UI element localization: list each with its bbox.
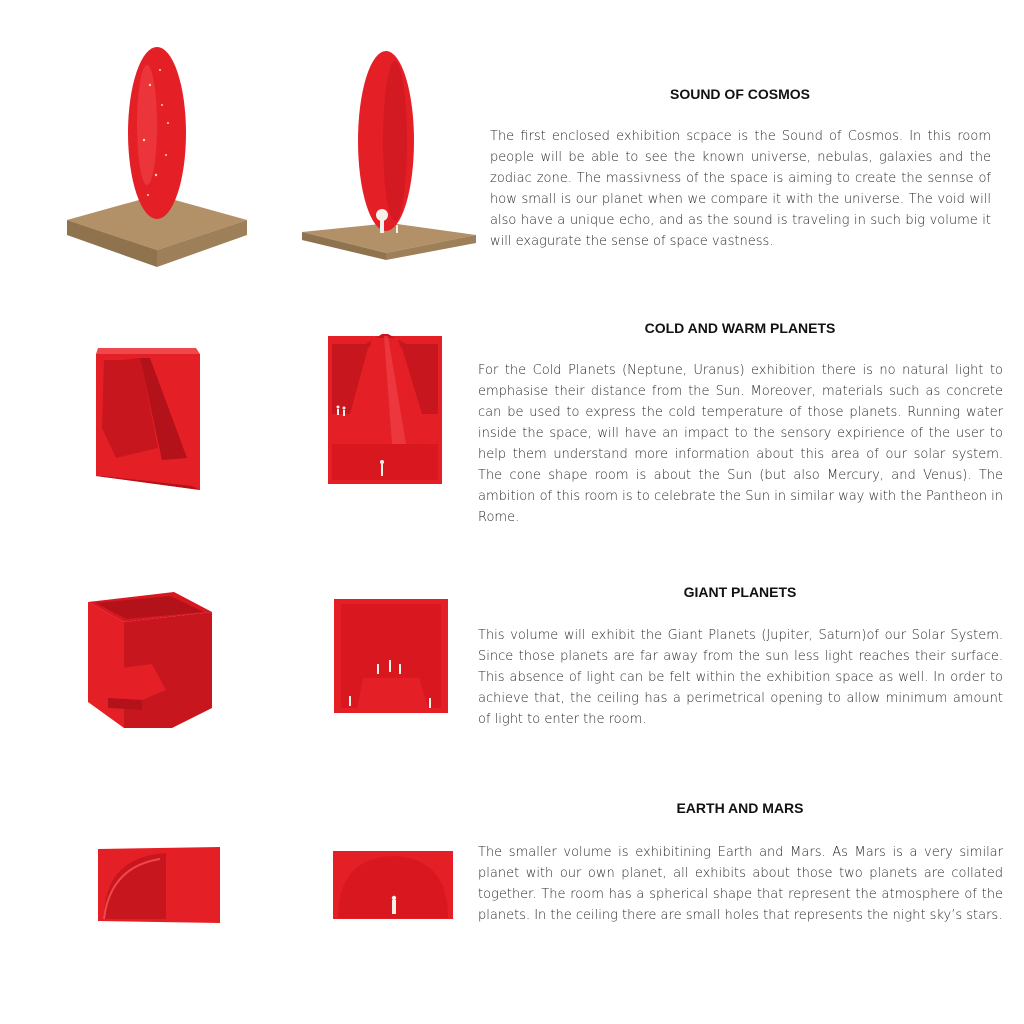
section-body: The first enclosed exhibition scpace is the Sound of Cosmos. In this room people will be able to see the known universe, nebulas, galaxies and the zodiac zone. The massivness of the space is aiming to create the sennse of how small is our planet when we compare it with the universe. The void will also have a unique echo, and as the sound is traveling in such big volume it will exagurate the sense of space vastness. [490, 129, 991, 249]
model-photo-earth-mars-exterior [96, 843, 224, 925]
model-photo-cosmos-exterior [62, 45, 252, 270]
section-body: The smaller volume is exhibitining Earth and Mars. As Mars is a very similar planet with our own planet, all exhibits about those two planets are collated together. The room has a spherical shape that represent the atmosphere of the planets. In the ceiling there are small holes that represents the night sky’s stars. [478, 845, 1003, 923]
model-photo-giant-exterior [86, 590, 214, 730]
section-body: For the Cold Planets (Neptune, Uranus) exhibition there is no natural light to emphasise their distance from the Sun. Moreover, materials such as concrete can be used to express the cold temperature of those planets. Running water inside the space, will have an impact to the sensory expirience of the user to help them understand more information about this area of our solar system. The cone shape room is about the Sun (but also Mercury, and Venus). The ambition of this room is to celebrate the Sun in similar way with the Pantheon in Rome. [478, 363, 1003, 525]
section-title: EARTH AND MARS [676, 800, 804, 816]
section-title: COLD AND WARM PLANETS [644, 320, 836, 336]
section-title: SOUND OF COSMOS [669, 86, 810, 102]
model-photo-earth-mars-section [332, 850, 454, 920]
section-body: This volume will exhibit the Giant Planets (Jupiter, Saturn)of our Solar System. Since those planets are far away from the sun less light reaches their surface. This absence of light can be felt within the exhibition space as well. In order to achieve that, the ceiling has a perimetrical opening to allow minimum amount of light to enter the room. [478, 628, 1003, 727]
model-photo-giant-section [333, 598, 449, 714]
model-photo-cold-warm-exterior [92, 348, 202, 493]
model-photo-cold-warm-section [326, 334, 444, 486]
section-title: GIANT PLANETS [683, 584, 797, 600]
model-photo-cosmos-section [300, 45, 480, 265]
